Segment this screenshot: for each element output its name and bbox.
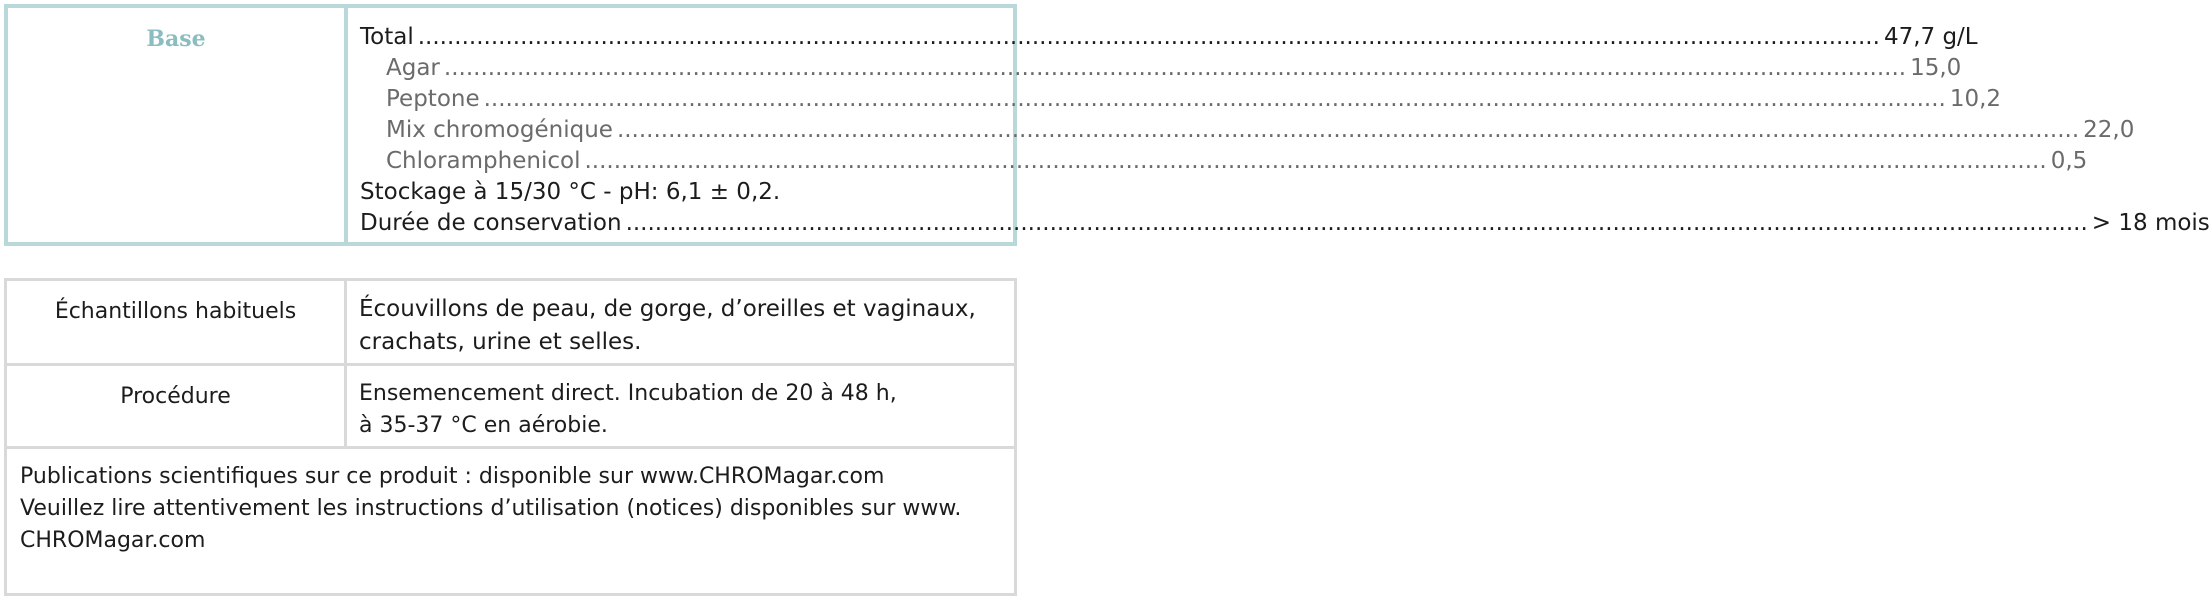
- base-composition-table: [4, 4, 2210, 246]
- ingredient-value: 15,0: [1910, 55, 1962, 81]
- leader-dots: ........................................................................................................................................................................................................: [584, 148, 2047, 174]
- ingredient-name: Chloramphenicol: [386, 148, 581, 174]
- leader-dots: ........................................................................................................................................................................................................: [443, 55, 1907, 81]
- ingredient-line: [360, 53, 1962, 84]
- shelf-life-value: > 18 mois: [2091, 210, 2210, 236]
- samples-line-1: Écouvillons de peau, de gorge, d’oreilles et vaginaux,: [359, 296, 976, 322]
- ingredient-value: 10,2: [1949, 86, 2002, 112]
- procedure-value: [347, 366, 1014, 446]
- ingredient-name: Mix chromogénique: [386, 117, 613, 143]
- publications-note: [7, 449, 1014, 557]
- publications-line-2: Veuillez lire attentivement les instructions d’utilisation (notices) disponibles sur www.: [20, 496, 962, 521]
- ingredient-value: 0,5: [2050, 148, 2088, 174]
- table-row: [7, 366, 1014, 449]
- base-content: [348, 8, 2210, 242]
- leader-dots: ........................................................................................................................................................................................................: [625, 210, 2088, 236]
- ingredient-line: [360, 115, 2135, 146]
- total-line: [360, 22, 1978, 53]
- procedure-key: Procédure: [7, 366, 347, 446]
- ingredient-name: Agar: [386, 55, 440, 81]
- publications-line-1: Publications scientifiques sur ce produit : disponible sur www.CHROMagar.com: [20, 464, 885, 489]
- storage-line: Stockage à 15/30 °C - pH: 6,1 ± 0,2.: [360, 179, 781, 205]
- base-label-cell: [8, 8, 348, 242]
- table-row: [7, 281, 1014, 366]
- publications-line-3: CHROMagar.com: [20, 528, 206, 553]
- ingredient-line: [360, 146, 2088, 177]
- leader-dots: ........................................................................................................................................................................................................: [616, 117, 2080, 143]
- base-label: Base: [146, 26, 206, 52]
- procedure-line-1: Ensemencement direct. Incubation de 20 à 48 h,: [359, 381, 897, 406]
- samples-key: Échantillons habituels: [7, 281, 347, 363]
- leader-dots: ........................................................................................................................................................................................................: [483, 86, 1946, 112]
- info-table: [4, 278, 1017, 596]
- ingredient-line: [360, 84, 2002, 115]
- shelf-life-line: [360, 208, 2210, 239]
- total-value: 47,7 g/L: [1883, 24, 1978, 50]
- leader-dots: ........................................................................................................................................................................................................: [417, 24, 1880, 50]
- total-label: Total: [360, 24, 414, 50]
- ingredient-name: Peptone: [386, 86, 480, 112]
- shelf-life-label: Durée de conservation: [360, 210, 622, 236]
- ingredient-value: 22,0: [2083, 117, 2135, 143]
- samples-value: [347, 281, 1014, 363]
- procedure-line-2: à 35-37 °C en aérobie.: [359, 413, 608, 438]
- samples-line-2: crachats, urine et selles.: [359, 329, 642, 355]
